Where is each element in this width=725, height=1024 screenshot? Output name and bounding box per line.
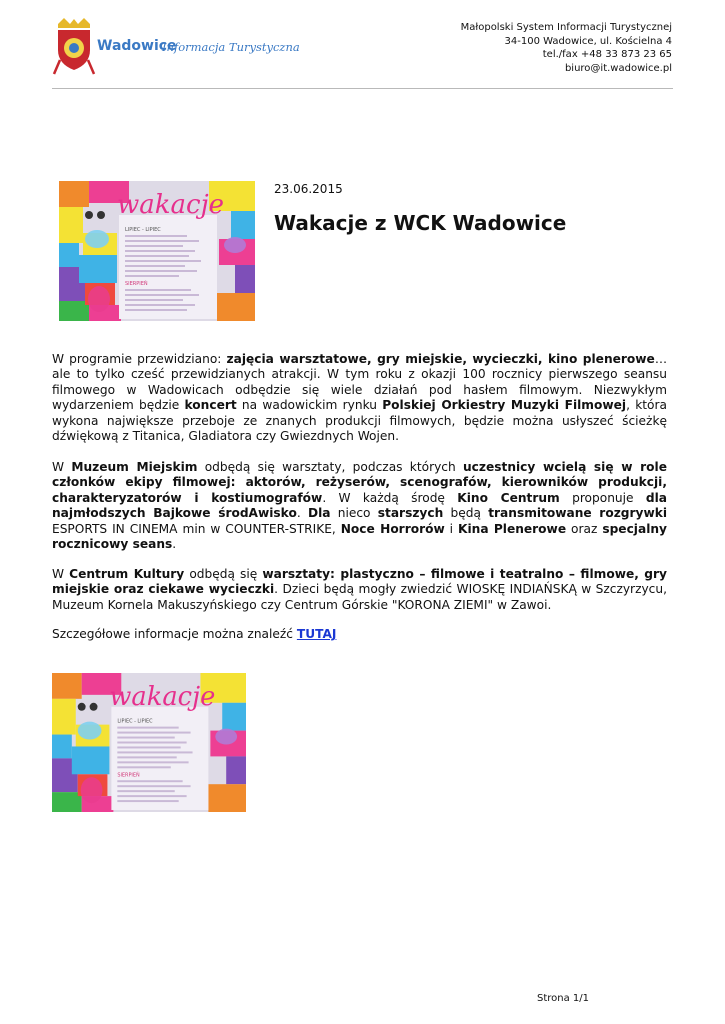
text-run-bold: specjalny rocznicowy seans xyxy=(52,521,667,552)
text-run: oraz xyxy=(566,521,603,536)
text-run: W xyxy=(52,460,72,474)
text-run-bold: Noce Horrorów xyxy=(340,521,445,536)
text-run: Szczegółowe informacje można znaleźć xyxy=(52,627,297,641)
text-run-bold: warsztaty: plastyczno – filmowe i teatralno – filmowe, gry miejskie oraz ciekawe wycieczki xyxy=(52,567,667,597)
article-title: Wakacje z WCK Wadowice xyxy=(274,211,567,235)
text-run: na wadowickim rynku xyxy=(236,398,383,413)
text-run: i xyxy=(444,521,459,536)
text-run-bold: Dla xyxy=(307,506,331,521)
text-run: odbędą się xyxy=(184,567,263,581)
text-run-bold: dla najmłodszych Bajkowe środAwisko xyxy=(52,490,668,521)
poster-section: SIERPIEŃ xyxy=(125,281,148,287)
text-run: W xyxy=(52,567,70,581)
text-run-bold: Muzeum Miejskim xyxy=(71,460,198,474)
crest-icon xyxy=(50,16,98,76)
text-run-bold: uczestnicy wcielą się w role członków ekipy filmowej: aktorów, reżyserów, scenografów, kierowników produkcji, charakteryzatorów i kostiumografów xyxy=(52,460,667,505)
text-run-bold: Kino Centrum xyxy=(457,490,560,505)
contact-email[interactable]: biuro@it.wadowice.pl xyxy=(564,62,672,74)
text-run-bold: starszych xyxy=(377,506,444,521)
text-run: W programie przewidziano: xyxy=(52,352,227,366)
text-run: . xyxy=(296,506,308,521)
contact-address: 34-100 Wadowice, ul. Kościelna 4 xyxy=(504,35,672,47)
logo-subtitle: Informacja Turystyczna xyxy=(162,40,300,54)
poster-headline: wakacje xyxy=(109,681,216,712)
text-run: proponuje xyxy=(559,490,646,505)
text-run: … ale to tylko cześć przewidzianych atrakcji. W tym roku z okazji 100 rocznicy pierwszego seansu filmowego w Wadowicach odbędzie się wiele działań pod hasłem filmowym. Niezwykłym wydarzeniem będzie xyxy=(52,352,667,413)
article-poster-image[interactable] xyxy=(52,673,246,812)
text-run-bold: transmitowane rozgrywki xyxy=(488,506,668,521)
text-run: . Dzieci będą mogły zwiedzić WIOSKĘ INDIAŃSKĄ w Szczyrzycu, Muzeum Kornela Makuszyńskiego czy Centrum Górskie "KORONA ZIEMI" w Zawoi. xyxy=(52,582,667,612)
poster-graphic xyxy=(52,673,246,812)
article-date: 23.06.2015 xyxy=(274,182,343,196)
contact-phone: tel./fax +48 33 873 23 65 xyxy=(542,49,672,60)
text-run: ESPORTS IN CINEMA min w COUNTER-STRIKE, xyxy=(52,521,341,536)
text-run-bold: koncert xyxy=(184,398,237,413)
article-poster-thumbnail[interactable] xyxy=(59,181,255,321)
poster-headline: wakacje xyxy=(117,190,225,220)
text-run: . xyxy=(172,537,177,552)
header-divider xyxy=(52,88,673,89)
text-run: nieco xyxy=(330,506,378,521)
article-paragraph-2 xyxy=(52,460,667,552)
logo-name: Wadowice xyxy=(97,38,177,54)
text-run: odbędą się warsztaty, podczas których xyxy=(197,460,463,474)
site-logo[interactable] xyxy=(50,16,300,76)
page-number: Strona 1/1 xyxy=(537,993,590,1004)
details-link[interactable]: TUTAJ xyxy=(296,627,337,641)
article-paragraph-3 xyxy=(52,567,667,613)
poster-graphic xyxy=(59,181,255,321)
text-run: . W każdą środę xyxy=(322,490,458,505)
text-run-bold: Kina Plenerowe xyxy=(458,521,567,536)
text-run-bold: Centrum Kultury xyxy=(69,567,185,581)
text-run-bold: Polskiej Orkiestry Muzyki Filmowej xyxy=(382,398,627,413)
poster-section: SIERPIEŃ xyxy=(117,772,140,779)
text-run: będą xyxy=(443,506,489,521)
poster-dates: LIPIEC - LIPIEC xyxy=(117,718,153,725)
poster-dates: LIPIEC - LIPIEC xyxy=(125,227,161,233)
text-run: , która wykona największe przeboje ze znanych produkcji filmowych, będzie można usłyszeć ścieżkę dźwiękową z Titanica, Gladiatora czy Gwiezdnych Wojen. xyxy=(52,398,667,444)
contact-organization: Małopolski System Informacji Turystycznej xyxy=(460,22,672,33)
text-run-bold: zajęcia warsztatowe, gry miejskie, wycieczki, kino plenerowe xyxy=(226,352,655,366)
article-paragraph-1 xyxy=(52,352,667,444)
article-paragraph-4 xyxy=(52,627,667,642)
contact-block xyxy=(461,21,672,75)
